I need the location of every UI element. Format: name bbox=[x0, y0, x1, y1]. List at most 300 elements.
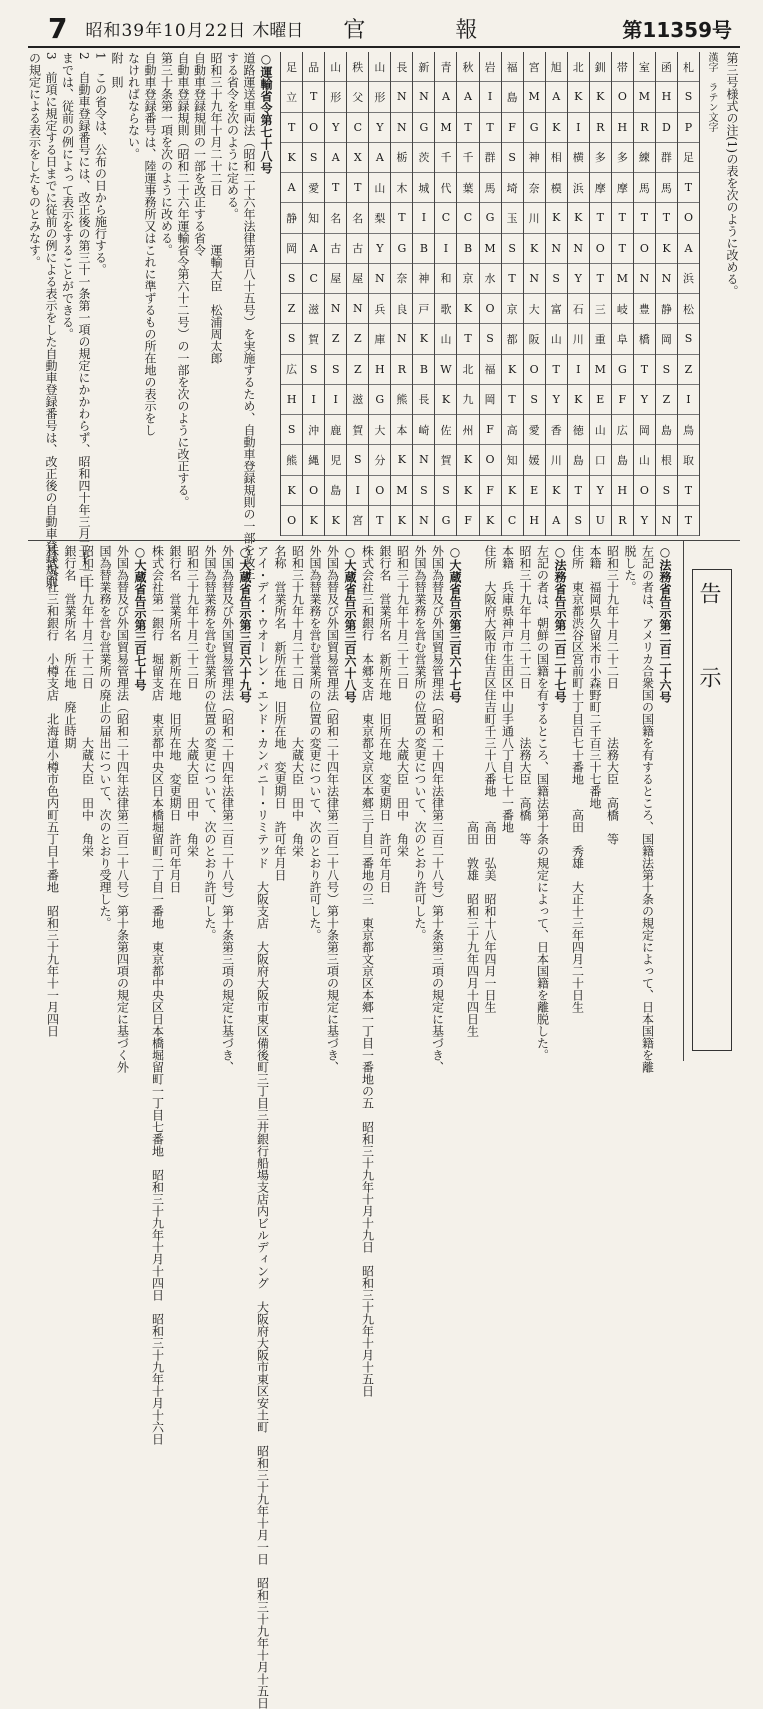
table-cell: 摩 bbox=[612, 173, 633, 203]
table-cell: O bbox=[480, 445, 501, 475]
table-cell: 知 bbox=[303, 203, 324, 233]
notice-line: 本籍 福岡県久留米市小森野町二千百三十七番地 bbox=[588, 545, 602, 809]
table-cell: S bbox=[480, 324, 501, 354]
table-cell: 品 bbox=[303, 52, 324, 82]
section-label-area bbox=[683, 541, 740, 1061]
table-cell: 媛 bbox=[524, 445, 545, 475]
table-cell: N bbox=[369, 264, 390, 294]
table-cell: 川 bbox=[546, 445, 567, 475]
table-cell: 鹿 bbox=[325, 415, 346, 445]
notice-line: 1 この省令は、公布の日から施行する。 bbox=[93, 52, 108, 276]
table-cell: K bbox=[546, 113, 567, 143]
table-cell: T bbox=[303, 82, 324, 112]
issue-number: 第11359号 bbox=[622, 17, 732, 42]
notice-line: なければならない。 bbox=[126, 52, 141, 160]
table-cell: I bbox=[568, 113, 589, 143]
table-cell: T bbox=[391, 203, 412, 233]
notice-line: 外国為替及び外国貿易管理法（昭和二十四年法律第二百二十八号）第十条第三項の規定に基づき、 bbox=[325, 545, 340, 1073]
table-cell: S bbox=[303, 143, 324, 173]
table-cell: X bbox=[347, 143, 368, 173]
lower-section bbox=[28, 540, 740, 1709]
table-cell: 足 bbox=[281, 52, 302, 82]
table-cell: 静 bbox=[281, 203, 302, 233]
table-cell: 広 bbox=[612, 415, 633, 445]
table-cell: H bbox=[656, 82, 677, 112]
table-cell: 練 bbox=[634, 143, 655, 173]
table-cell: H bbox=[612, 113, 633, 143]
notice-line: 自動車登録番号は、陸運事務所又はこれに準ずるもの所在地の表示をし bbox=[143, 52, 157, 436]
table-cell: 島 bbox=[612, 445, 633, 475]
notice-line: 昭和三十九年十月二十二日 大蔵大臣 田中 角栄 bbox=[290, 545, 305, 857]
table-cell: K bbox=[391, 445, 412, 475]
table-cell: 屋 bbox=[347, 264, 368, 294]
notice-line: 外国為替業務を営む営業所の位置の変更について、次のとおり許可した。 bbox=[413, 545, 427, 941]
table-cell: F bbox=[502, 113, 523, 143]
table-cell: K bbox=[457, 476, 478, 506]
table-cell: M bbox=[435, 113, 456, 143]
table-cell: G bbox=[435, 506, 456, 536]
table-cell: E bbox=[524, 476, 545, 506]
notice-line: 住所 大阪府大阪市住吉区住吉町千三十八番地 高田 弘美 昭和十八年四月一日生 bbox=[483, 545, 497, 1013]
table-cell: M bbox=[391, 476, 412, 506]
section-label: 告 示 bbox=[696, 582, 721, 708]
notice-line: 昭和三十九年十月二十二日 大蔵大臣 田中 角栄 bbox=[395, 545, 410, 857]
table-cell: 愛 bbox=[524, 415, 545, 445]
table-cell: K bbox=[590, 82, 611, 112]
notice-line: 住所 東京都渋谷区宮前町十丁目百七十番地 高田 秀雄 大正十三年四月二十日生 bbox=[570, 545, 585, 1013]
table-cell: Y bbox=[369, 234, 390, 264]
table-cell: 沖 bbox=[303, 415, 324, 445]
table-cell: O bbox=[303, 476, 324, 506]
table-cell: N bbox=[347, 294, 368, 324]
table-cell: N bbox=[413, 445, 434, 475]
table-cell: M bbox=[480, 234, 501, 264]
table-column bbox=[677, 52, 700, 536]
table-cell: Z bbox=[347, 324, 368, 354]
table-cell: 立 bbox=[281, 82, 302, 112]
table-cell: 広 bbox=[281, 355, 302, 385]
table-cell: Y bbox=[590, 476, 611, 506]
table-cell: G bbox=[369, 385, 390, 415]
table-cell: B bbox=[413, 234, 434, 264]
table-cell: R bbox=[612, 506, 633, 536]
table-cell: P bbox=[678, 113, 699, 143]
table-cell: T bbox=[325, 173, 346, 203]
table-cell: T bbox=[678, 506, 699, 536]
table-column bbox=[501, 52, 523, 536]
table-cell: S bbox=[656, 476, 677, 506]
table-cell: I bbox=[435, 234, 456, 264]
table-cell: C bbox=[303, 264, 324, 294]
table-cell: A bbox=[546, 506, 567, 536]
table-column bbox=[633, 52, 655, 536]
table-cell: 奈 bbox=[391, 264, 412, 294]
notice-line: 外国為替業務を営む営業所の位置の変更について、次のとおり許可した。 bbox=[203, 545, 217, 941]
notice-line: 高田 敦雄 昭和三十九年四月十四日生 bbox=[465, 545, 480, 1037]
table-cell: T bbox=[480, 113, 501, 143]
table-cell: 島 bbox=[568, 445, 589, 475]
notice-line: 外国為替及び外国貿易管理法（昭和二十四年法律第二百二十八号）第十条第三項の規定に基づき、 bbox=[430, 545, 445, 1073]
table-column bbox=[479, 52, 501, 536]
gazette-title: 官 報 bbox=[343, 17, 512, 43]
table-cell: 馬 bbox=[634, 173, 655, 203]
table-cell: C bbox=[457, 203, 478, 233]
table-cell: 北 bbox=[568, 52, 589, 82]
table-column bbox=[434, 52, 456, 536]
issue-weekday: 木曜日 bbox=[252, 20, 304, 41]
table-cell: K bbox=[480, 506, 501, 536]
table-cell: 良 bbox=[391, 294, 412, 324]
table-cell: 歌 bbox=[435, 294, 456, 324]
table-cell: C bbox=[435, 203, 456, 233]
table-cell: T bbox=[457, 324, 478, 354]
table-caption: 第三号様式の注(1)の表を次のように改める。 bbox=[725, 52, 739, 297]
table-cell: N bbox=[413, 82, 434, 112]
table-cell: I bbox=[347, 476, 368, 506]
notice-heading: ○法務省告示第二百二十六号 bbox=[658, 545, 672, 703]
table-cell: I bbox=[303, 385, 324, 415]
table-cell: H bbox=[612, 476, 633, 506]
notice-line: 左記の者は、アメリカ合衆国の国籍を有するところ、国籍法第十条の規定によって、日本国籍を離 bbox=[640, 545, 655, 1073]
table-cell: K bbox=[303, 506, 324, 536]
notice-line: 銀行名 営業所名 所在地 廃止時期 bbox=[63, 545, 77, 749]
table-cell: 名 bbox=[347, 203, 368, 233]
table-cell: 分 bbox=[369, 445, 390, 475]
table-cell: T bbox=[502, 264, 523, 294]
table-cell: S bbox=[347, 445, 368, 475]
table-cell: O bbox=[590, 234, 611, 264]
table-cell: 宮 bbox=[524, 52, 545, 82]
table-cell: T bbox=[546, 355, 567, 385]
table-cell: 熊 bbox=[391, 385, 412, 415]
table-cell: N bbox=[546, 234, 567, 264]
table-cell: 神 bbox=[413, 264, 434, 294]
table-cell: 滋 bbox=[303, 294, 324, 324]
notice-heading: ○大蔵省告示第三百六十七号 bbox=[448, 545, 462, 703]
table-cell: 福 bbox=[502, 52, 523, 82]
table-cell: 古 bbox=[325, 234, 346, 264]
table-cell: 賀 bbox=[303, 324, 324, 354]
table-cell: 玉 bbox=[502, 203, 523, 233]
table-column bbox=[368, 52, 390, 536]
table-column bbox=[302, 52, 324, 536]
table-cell: T bbox=[568, 476, 589, 506]
table-cell: 豊 bbox=[634, 294, 655, 324]
table-cell: 多 bbox=[612, 143, 633, 173]
notice-line: の規定による表示をしたものとみなす。 bbox=[27, 52, 42, 268]
table-cell: S bbox=[678, 82, 699, 112]
notice-line: 国為替業務を営む営業所の廃止の届出について、次のとおり受理した。 bbox=[98, 545, 112, 929]
table-column bbox=[390, 52, 412, 536]
table-cell: K bbox=[413, 324, 434, 354]
table-cell: 三 bbox=[590, 294, 611, 324]
table-column bbox=[346, 52, 368, 536]
table-cell: M bbox=[524, 82, 545, 112]
table-cell: N bbox=[656, 264, 677, 294]
table-cell: 静 bbox=[656, 294, 677, 324]
table-cell: F bbox=[480, 415, 501, 445]
table-cell: Y bbox=[546, 385, 567, 415]
table-cell: 京 bbox=[502, 294, 523, 324]
notice-heading: ○法務省告示第二百二十七号 bbox=[553, 545, 567, 703]
table-cell: 鳥 bbox=[678, 415, 699, 445]
notice-line: 名称 営業所名 新所在地 旧所在地 変更期日 許可年月日 bbox=[273, 545, 287, 881]
table-cell: 屋 bbox=[325, 264, 346, 294]
table-column bbox=[567, 52, 589, 536]
notice-line: 昭和三十九年十月二十二日 法務大臣 高橋 等 bbox=[605, 545, 620, 845]
page-number: 7 bbox=[48, 11, 68, 45]
table-cell: R bbox=[391, 355, 412, 385]
table-cell: O bbox=[480, 294, 501, 324]
notice-line: 自動車登録規則の一部を改正する省令 bbox=[192, 52, 207, 256]
table-cell: N bbox=[524, 264, 545, 294]
table-cell: S bbox=[435, 476, 456, 506]
table-cell: 帯 bbox=[612, 52, 633, 82]
table-cell: 大 bbox=[369, 415, 390, 445]
table-cell: 長 bbox=[391, 52, 412, 82]
notice-line: 外国為替及び外国貿易管理法（昭和二十四年法律第二百二十八号）第十条第四項の規定に基づく外 bbox=[115, 545, 130, 1073]
table-cell: N bbox=[568, 234, 589, 264]
table-cell: 奈 bbox=[524, 173, 545, 203]
table-cell: 岡 bbox=[656, 324, 677, 354]
table-cell: G bbox=[413, 113, 434, 143]
column-divider bbox=[280, 52, 281, 536]
table-cell: 山 bbox=[325, 52, 346, 82]
table-cell: K bbox=[457, 445, 478, 475]
table-cell: 山 bbox=[369, 52, 390, 82]
notice-line: 銀行名 営業所名 新所在地 旧所在地 変更期日 許可年月日 bbox=[378, 545, 392, 893]
table-cell: O bbox=[612, 82, 633, 112]
table-cell: 大 bbox=[524, 294, 545, 324]
table-cell: A bbox=[457, 82, 478, 112]
table-cell: S bbox=[325, 355, 346, 385]
notice-line: 銀行名 営業所名 新所在地 旧所在地 変更期日 許可年月日 bbox=[168, 545, 182, 893]
table-cell: S bbox=[281, 415, 302, 445]
table-cell: 浜 bbox=[568, 173, 589, 203]
table-cell: B bbox=[457, 234, 478, 264]
notice-line: 外国為替及び外国貿易管理法（昭和二十四年法律第二百二十八号）第十条第三項の規定に基づき、 bbox=[220, 545, 235, 1073]
table-cell: T bbox=[281, 113, 302, 143]
section-label-box bbox=[692, 569, 732, 1051]
table-cell: K bbox=[281, 476, 302, 506]
table-cell: S bbox=[546, 264, 567, 294]
table-cell: G bbox=[524, 113, 545, 143]
table-cell: K bbox=[457, 294, 478, 324]
table-cell: R bbox=[634, 113, 655, 143]
table-cell: C bbox=[347, 113, 368, 143]
table-cell: 取 bbox=[678, 445, 699, 475]
table-cell: 山 bbox=[369, 173, 390, 203]
table-cell: 京 bbox=[457, 264, 478, 294]
table-cell: 埼 bbox=[502, 173, 523, 203]
table-cell: A bbox=[303, 234, 324, 264]
table-cell: 群 bbox=[480, 143, 501, 173]
notice-line: 株式会社第一銀行 堀留支店 東京都中央区日本橋堀留町二丁目一番地 東京都中央区日本橋堀留町一丁目七番地 昭和三十九年十月十四日 昭和三十九年十月十六日 bbox=[150, 545, 165, 1445]
table-cell: K bbox=[435, 385, 456, 415]
table-cell: A bbox=[325, 143, 346, 173]
table-cell: 青 bbox=[435, 52, 456, 82]
table-cell: 阜 bbox=[612, 324, 633, 354]
table-column bbox=[655, 52, 677, 536]
table-cell: G bbox=[391, 234, 412, 264]
table-cell: 岡 bbox=[634, 415, 655, 445]
table-cell: G bbox=[612, 355, 633, 385]
table-cell: 児 bbox=[325, 445, 346, 475]
table-cell: N bbox=[634, 264, 655, 294]
table-cell: T bbox=[678, 173, 699, 203]
table-cell: 橋 bbox=[634, 324, 655, 354]
table-cell: I bbox=[480, 82, 501, 112]
table-cell: 山 bbox=[546, 324, 567, 354]
notice-line: 昭和三十九年十月二十二日 法務大臣 高橋 等 bbox=[518, 545, 532, 845]
table-cell: H bbox=[369, 355, 390, 385]
table-cell: 山 bbox=[435, 324, 456, 354]
table-cell: 多 bbox=[590, 143, 611, 173]
table-cell: 馬 bbox=[480, 173, 501, 203]
notice-line: 昭和三十九年十月二十二日 大蔵大臣 田中 角栄 bbox=[185, 545, 200, 857]
table-cell: 栃 bbox=[391, 143, 412, 173]
table-cell: 和 bbox=[435, 264, 456, 294]
notice-line: 株式会社三和銀行 本郷支店 東京都文京区本郷三丁目二番地の三 東京都文京区本郷一丁目一番地の五 昭和三十九年十月十九日 昭和三十九年十月十五日 bbox=[360, 545, 375, 1397]
table-cell: Y bbox=[634, 385, 655, 415]
table-cell: T bbox=[590, 203, 611, 233]
table-cell: I bbox=[678, 385, 699, 415]
notice-heading: ○大蔵省告示第三百七十号 bbox=[133, 545, 147, 691]
table-cell: K bbox=[568, 82, 589, 112]
table-cell: N bbox=[325, 294, 346, 324]
notice-line: 附 則 bbox=[110, 52, 124, 88]
table-cell: 島 bbox=[325, 476, 346, 506]
table-cell: I bbox=[325, 385, 346, 415]
table-cell: O bbox=[678, 203, 699, 233]
notice-title: ○運輸省令第七十八号 bbox=[259, 52, 273, 174]
table-cell: 茨 bbox=[413, 143, 434, 173]
table-cell: 愛 bbox=[303, 173, 324, 203]
table-cell: 摩 bbox=[590, 173, 611, 203]
table-cell: K bbox=[568, 203, 589, 233]
table-cell: O bbox=[634, 234, 655, 264]
table-cell: F bbox=[612, 385, 633, 415]
table-cell: 高 bbox=[502, 415, 523, 445]
notice-line: 3 前項に規定する日までに従前の例による表示をした自動車登録番号は、改正後の自動車登録規則 bbox=[44, 52, 58, 588]
table-cell: H bbox=[524, 506, 545, 536]
table-cell: 崎 bbox=[413, 415, 434, 445]
table-cell: 父 bbox=[347, 82, 368, 112]
table-cell: A bbox=[678, 234, 699, 264]
table-cell: 島 bbox=[656, 415, 677, 445]
table-cell: 知 bbox=[502, 445, 523, 475]
notice-heading: ○大蔵省告示第三百六十八号 bbox=[343, 545, 357, 703]
notice-line: アイ・デイ・ウオーレン・エンド・カンパニー・リミテッド 大阪支店 大阪府大阪市東区備後町三丁目三井銀行船場支店内ビルディング 大阪府大阪市東区安土町 昭和三十九年十月一日 昭和三十九年十月十五日 bbox=[255, 545, 270, 1709]
table-cell: 足 bbox=[678, 143, 699, 173]
table-cell: 千 bbox=[457, 143, 478, 173]
notice-line: 2 自動車登録番号には、改正後の第三十一条第一項の規定にかかわらず、昭和四十年三月三十一日 bbox=[77, 52, 91, 588]
issue-date: 昭和39年10月22日 bbox=[85, 20, 247, 41]
table-cell: T bbox=[347, 173, 368, 203]
table-cell: 山 bbox=[590, 415, 611, 445]
table-column bbox=[589, 52, 611, 536]
table-cell: 札 bbox=[678, 52, 699, 82]
ordinance-notice bbox=[27, 52, 276, 588]
table-cell: R bbox=[590, 113, 611, 143]
table-cell: 横 bbox=[568, 143, 589, 173]
table-cell: 滋 bbox=[347, 385, 368, 415]
table-cell: D bbox=[656, 113, 677, 143]
table-cell: G bbox=[480, 203, 501, 233]
table-cell: S bbox=[281, 264, 302, 294]
table-cell: 旭 bbox=[546, 52, 567, 82]
table-cell: 佐 bbox=[435, 415, 456, 445]
table-cell: 州 bbox=[457, 415, 478, 445]
table-cell: S bbox=[678, 324, 699, 354]
table-cell: Y bbox=[634, 506, 655, 536]
table-cell: T bbox=[678, 476, 699, 506]
table-cell: K bbox=[325, 506, 346, 536]
table-cell: S bbox=[413, 476, 434, 506]
table-cell: S bbox=[568, 506, 589, 536]
table-cell: 口 bbox=[590, 445, 611, 475]
table-cell: Z bbox=[281, 294, 302, 324]
table-cell: S bbox=[281, 324, 302, 354]
notice-line: までは、従前の例によって表示をすることができる。 bbox=[60, 52, 75, 340]
table-cell: 室 bbox=[634, 52, 655, 82]
table-cell: 兵 bbox=[369, 294, 390, 324]
table-cell: Y bbox=[369, 113, 390, 143]
table-cell: 岡 bbox=[281, 234, 302, 264]
table-cell: B bbox=[413, 355, 434, 385]
table-cell: 都 bbox=[502, 324, 523, 354]
table-cell: S bbox=[502, 234, 523, 264]
notice-line: 自動車登録規則（昭和二十六年運輸省令第六十二号）の一部を次のように改正する。 bbox=[176, 52, 190, 508]
notice-line: 脱した。 bbox=[623, 545, 637, 593]
table-cell: M bbox=[612, 264, 633, 294]
table-cell: 根 bbox=[656, 445, 677, 475]
table-cell: 秋 bbox=[457, 52, 478, 82]
table-cell: N bbox=[391, 113, 412, 143]
table-column bbox=[324, 52, 346, 536]
table-cell: 宮 bbox=[347, 506, 368, 536]
notice-line: 左記の者は、朝鮮の国籍を有するところ、国籍法第十条の規定によって、日本国籍を離脱した。 bbox=[535, 545, 550, 1061]
table-cell: N bbox=[656, 506, 677, 536]
table-cell: A bbox=[546, 82, 567, 112]
table-cell: T bbox=[612, 203, 633, 233]
table-cell: T bbox=[612, 234, 633, 264]
table-cell: Z bbox=[656, 385, 677, 415]
table-cell: T bbox=[634, 355, 655, 385]
table-cell: A bbox=[369, 143, 390, 173]
table-cell: 長 bbox=[413, 385, 434, 415]
table-cell: K bbox=[281, 143, 302, 173]
table-cell: 釧 bbox=[590, 52, 611, 82]
notice-line: 第三十条第一項を次のように改める。 bbox=[159, 52, 174, 256]
table-column bbox=[523, 52, 545, 536]
notice-line: 道路運送車両法（昭和二十六年法律第百八十五号）を実施するため、自動車登録規則の一部を改正 bbox=[242, 52, 256, 580]
notice-line: 本籍 兵庫県神戸市生田区中山手通八丁目七十一番地 bbox=[500, 545, 515, 833]
table-cell: U bbox=[590, 506, 611, 536]
table-column bbox=[412, 52, 434, 536]
table-cell: 本 bbox=[391, 415, 412, 445]
table-cell: 富 bbox=[546, 294, 567, 324]
table-cell: 北 bbox=[457, 355, 478, 385]
notice-line: 昭和三十九年十月二十二日 運輸大臣 松浦周太郎 bbox=[209, 52, 223, 364]
table-cell: 山 bbox=[634, 445, 655, 475]
table-cell: F bbox=[457, 506, 478, 536]
table-column bbox=[456, 52, 478, 536]
table-column bbox=[280, 52, 302, 536]
table-cell: 城 bbox=[413, 173, 434, 203]
table-cell: K bbox=[502, 476, 523, 506]
table-cell: K bbox=[656, 234, 677, 264]
